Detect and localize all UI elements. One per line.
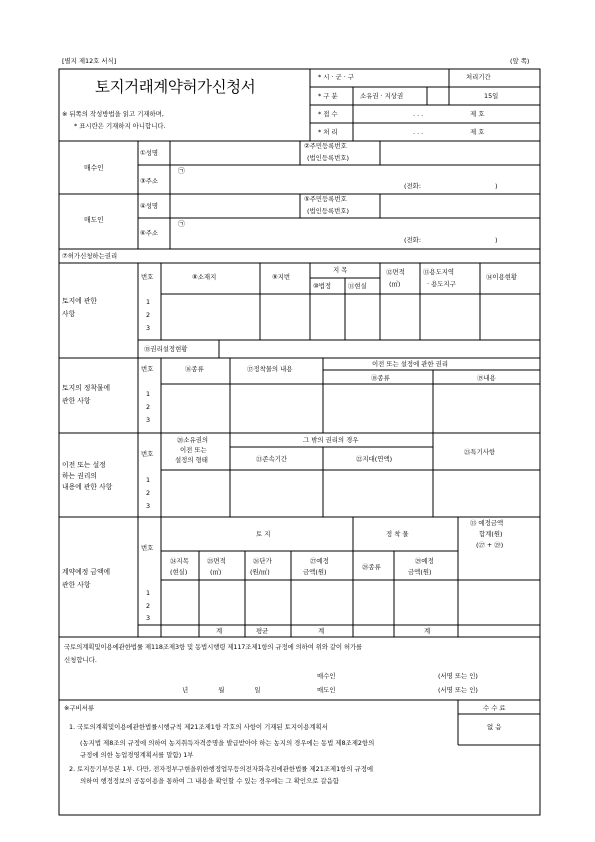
fixtures-number-header: 번호	[141, 365, 154, 373]
form-title: 토지거래계약허가신청서	[95, 78, 256, 96]
rights-section-label-1: 이전 또는 설정	[62, 461, 106, 469]
land-row-3: 3	[146, 324, 151, 332]
application-date: 년 월 일	[182, 686, 261, 694]
price-planned-header-2: 금액(원)	[303, 568, 327, 576]
price-unit-header-1: ㉖단가	[253, 557, 272, 565]
price-section-label-2: 관한 사항	[62, 581, 91, 589]
rights-row-3: 3	[146, 502, 151, 510]
rights-form-header-1: ⑳소유권의	[177, 436, 209, 444]
land-lot-header: ⑨지번	[272, 273, 291, 281]
land-area-unit: (㎡)	[389, 280, 401, 288]
processing-date: . . .	[413, 128, 424, 136]
price-category-header-1: ㉔지목	[170, 557, 189, 565]
fixtures-detail-header: ⑰정착물의 내용	[247, 365, 293, 373]
fixtures-transfer-header: 이전 또는 설정에 관한 권리	[372, 360, 449, 368]
seller-address-mark: ㉠	[178, 220, 185, 228]
notice-1: ※ 뒤쪽의 작성방법을 읽고 기재하며,	[62, 110, 164, 118]
rights-section-label-2: 하는 권리의	[62, 472, 97, 480]
processing-label: * 처 리	[318, 128, 338, 136]
buyer-id-sub: (법인등록번호)	[307, 154, 350, 162]
notice-2: * 표시란은 기재하지 아니합니다.	[74, 122, 166, 130]
rights-form-header-2: 이전 또는	[180, 446, 207, 454]
land-category-legal: ⑩법정	[313, 282, 332, 290]
rights-number-header: 번호	[141, 450, 154, 458]
seller-name-label: ④성명	[140, 202, 159, 210]
land-section-label-1: 토지에 관한	[62, 297, 97, 305]
price-unit-header-2: (원/㎡)	[250, 568, 270, 576]
price-total-header-1: ㉝ 예정금액	[470, 519, 504, 527]
division-label: * 구 분	[318, 92, 338, 100]
buyer-id-label: ②주민등록번호	[304, 142, 347, 150]
page-side: (앞 쪽)	[510, 57, 530, 65]
rights-special-header: ㉓특기사항	[464, 448, 496, 456]
receipt-label: * 접 수	[318, 110, 338, 118]
price-sum-fixtures: 계	[424, 627, 431, 635]
attachment-item-2-line-1: 2. 토지등기부등본 1부. 다만, 전자정부구현을위한행정업무등의전자화촉진에관한법률 제21조제1항의 규정에	[69, 765, 374, 773]
price-section-label-1: 계약예정 금액에	[62, 568, 111, 576]
seller-section-label: 매도인	[84, 216, 104, 224]
seller-phone: (전화: )	[404, 236, 498, 244]
price-row-2: 2	[146, 602, 151, 610]
price-category-header-2: (현실)	[170, 568, 188, 576]
attachment-item-1: 1. 국토의계획및이용에관한법률시행규칙 제21조제1항 각호의 사항이 기재된 토지이용계획서	[69, 723, 328, 731]
land-zone-header-2: · 용도지구	[427, 280, 456, 288]
city-label: * 시 · 군 · 구	[318, 73, 354, 81]
attachment-item-1-note-2: 규정에 의한 농업경영계획서를 말함) 1부	[80, 751, 194, 759]
price-fixture-planned-header-2: 금액(원)	[408, 568, 432, 576]
price-avg-unit: 평균	[256, 627, 269, 635]
price-total-header-2: 합계(원)	[479, 530, 503, 538]
fixtures-kind-header: ⑱종류	[371, 374, 390, 382]
form-number: [별지 제12호 서식]	[62, 57, 117, 65]
rights-row-1: 1	[146, 476, 151, 484]
price-row-3: 3	[146, 614, 151, 622]
land-area-header: ⑫면적	[386, 268, 405, 276]
buyer-phone: (전화: )	[404, 182, 498, 190]
receipt-number: 제 호	[470, 110, 485, 118]
land-row-2: 2	[146, 311, 151, 319]
rights-row-2: 2	[146, 489, 151, 497]
price-total-header-3: (㉗ + ㉙)	[476, 541, 504, 549]
rights-rent-header: ㉒지대(연액)	[356, 455, 393, 463]
land-use-header: ⑭이용현황	[486, 273, 518, 281]
rights-other-header: 그 밖의 권리의 경우	[303, 436, 359, 444]
signer-buyer-label: 매수인	[317, 672, 336, 680]
price-land-header: 토 지	[256, 530, 271, 538]
fixtures-section-label-2: 관한 사항	[62, 397, 91, 405]
land-number-header: 번호	[141, 273, 154, 281]
price-sum-planned: 계	[318, 627, 325, 635]
fixtures-row-1: 1	[146, 390, 151, 398]
attachments-header: ※구비서류	[64, 704, 95, 712]
fixtures-row-3: 3	[146, 416, 151, 424]
buyer-name-label: ①성명	[140, 149, 159, 157]
fixtures-type-header: ⑯종류	[185, 365, 204, 373]
rights-setup-label: ⑮권리설정현황	[144, 345, 188, 353]
signer-seller-label: 매도인	[317, 686, 336, 694]
processing-number: 제 호	[470, 128, 485, 136]
division-value: 소유권 · 지상권	[360, 92, 404, 100]
fixtures-row-2: 2	[146, 403, 151, 411]
seller-address-label: ⑥주소	[140, 229, 159, 237]
rights-duration-header: ㉑존속기간	[256, 455, 288, 463]
fixtures-section-label-1: 토지의 정착물에	[62, 384, 111, 392]
price-area-header-1: ㉕면적	[207, 557, 226, 565]
land-category-actual: ⑪현실	[348, 282, 367, 290]
signer-buyer-sign: (서명 또는 인)	[438, 672, 478, 680]
land-zone-header-1: ⑬용도지역	[423, 268, 455, 276]
land-row-1: 1	[146, 298, 151, 306]
seller-id-label: ⑤주민등록번호	[304, 195, 347, 203]
permit-target-label: ⑦허가신청하는권리	[62, 252, 118, 260]
price-fixtures-header: 정 착 물	[386, 530, 409, 538]
processing-days: 15일	[484, 92, 499, 100]
land-category-header: 지 목	[333, 266, 348, 274]
signer-seller-sign: (서명 또는 인)	[438, 686, 478, 694]
processing-period-label: 처리기간	[466, 73, 491, 81]
price-number-header: 번호	[141, 544, 154, 552]
price-planned-header-1: ㉗예정	[310, 557, 329, 565]
fee-value: 없 음	[487, 723, 502, 731]
attachment-item-1-note-1: (농지법 제8조의 규정에 의하여 농지취득자격증명을 발급받아야 하는 농지의 경우에는 동법 제8조제2항의	[80, 739, 375, 747]
price-row-1: 1	[146, 589, 151, 597]
buyer-address-label: ③주소	[140, 177, 159, 185]
fixtures-content-header: ⑲내용	[477, 374, 496, 382]
buyer-address-mark: ㉠	[178, 167, 185, 175]
receipt-date: . . .	[413, 110, 424, 118]
price-area-header-2: (㎡)	[210, 568, 222, 576]
buyer-section-label: 매수인	[84, 164, 104, 172]
fee-label: 수 수 료	[483, 704, 506, 712]
land-location-header: ⑧소재지	[192, 273, 217, 281]
land-section-label-2: 사항	[62, 310, 76, 318]
price-sum-area: 계	[216, 627, 223, 635]
price-fixture-planned-header-1: ㉙예정	[415, 557, 434, 565]
declaration-line-1: 국토의계획및이용에관한법률 제118조제3항 및 동법시행령 제117조제1항의 규정에 의하여 위와 같이 허가를	[64, 643, 363, 651]
attachment-item-2-line-2: 의하여 행정정보의 공동이용을 통하여 그 내용을 확인할 수 있는 경우에는 그 확인으로 갈음함	[80, 777, 339, 785]
price-fixture-type-header: ㉘종류	[362, 563, 381, 571]
rights-form-header-3: 설정의 형태	[175, 456, 208, 464]
seller-id-sub: (법인등록번호)	[307, 207, 350, 215]
rights-section-label-3: 내용에 관한 사항	[62, 483, 113, 491]
declaration-line-2: 신청합니다.	[64, 656, 97, 664]
